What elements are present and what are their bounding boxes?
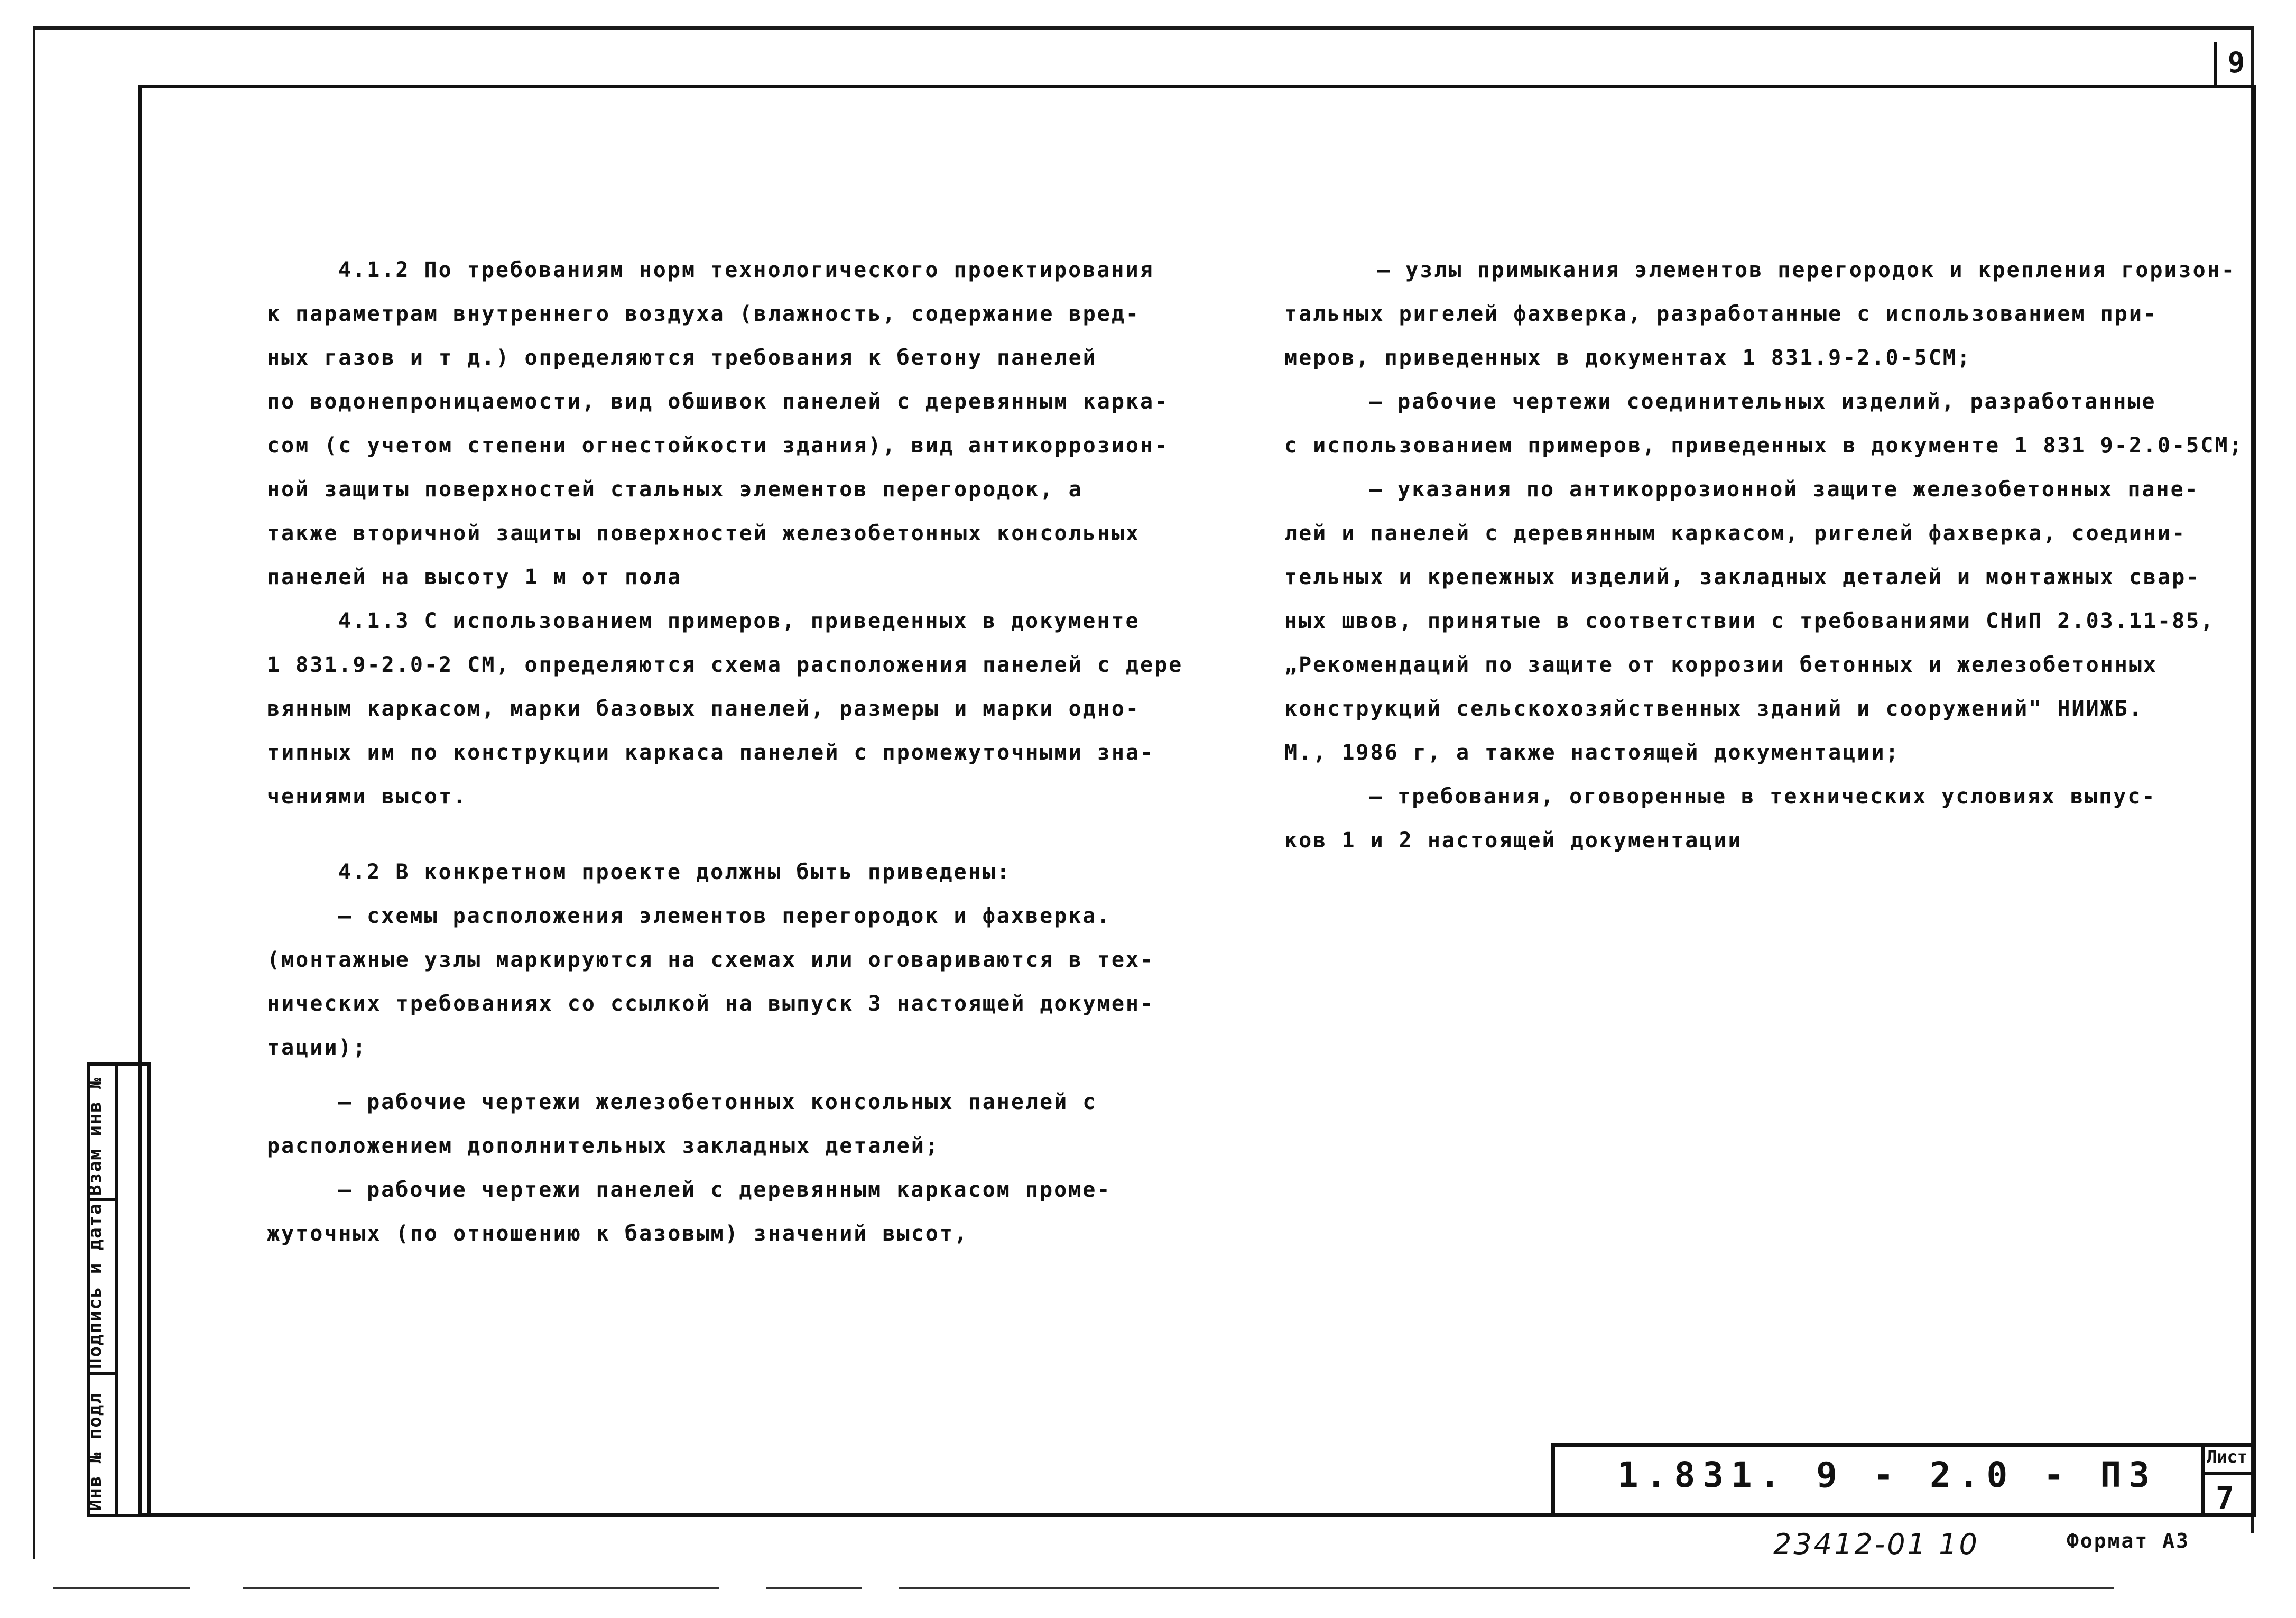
paragraph-line: лей и панелей с деревянным каркасом, ригелей фахверка, соедини- [1284, 521, 2187, 546]
paragraph-line: 4.1.2 По требованиям норм технологического проектирования [338, 258, 1154, 282]
paragraph-line: также вторичной защиты поверхностей железобетонных консольных [267, 521, 1141, 546]
side-stamp-inv-podl: Инв № подл [85, 1392, 106, 1511]
paragraph-line: — указания по антикоррозионной защите железобетонных пане- [1369, 477, 2199, 502]
format-label: Формат А3 [2067, 1529, 2190, 1552]
paragraph-line: тельных и крепежных изделий, закладных деталей и монтажных свар- [1284, 565, 2201, 589]
left-text-column [267, 248, 1183, 1256]
paragraph-line: меров, приведенных в документах 1 831.9-2.0-5СМ; [1284, 346, 1971, 370]
paragraph-line: вянным каркасом, марки базовых панелей, размеры и марки одно- [267, 697, 1141, 721]
scan-edge-line [53, 1587, 190, 1589]
paragraph-line: ных газов и т д.) определяются требования к бетону панелей [267, 346, 1097, 370]
paragraph-line: панелей на высоту 1 м от пола [267, 565, 682, 589]
paragraph-line: 4.2 В конкретном проекте должны быть приведены: [338, 860, 1011, 884]
paragraph-line: — рабочие чертежи железобетонных консольных панелей с [338, 1090, 1097, 1114]
paragraph-line: жуточных (по отношению к базовым) значений высот, [267, 1222, 969, 1246]
paragraph-line: типных им по конструкции каркаса панелей с промежуточными зна- [267, 741, 1155, 765]
outer-border-top [33, 26, 2253, 30]
paragraph-line: 4.1.3 С использованием примеров, приведенных в документе [338, 609, 1140, 633]
scan-edge-line [243, 1587, 719, 1589]
paragraph-line: чениями высот. [267, 784, 468, 809]
outer-border-left [33, 26, 35, 1559]
side-stamp-vzam-inv: Взам инв № [85, 1077, 106, 1196]
side-stamp-podpis-data: Подпись и дата [85, 1203, 106, 1369]
paragraph-line: тальных ригелей фахверка, разработанные с использованием при- [1284, 302, 2158, 326]
sheet-label: Лист [2207, 1447, 2248, 1467]
paragraph-line: — рабочие чертежи соединительных изделий, разработанные [1369, 390, 2156, 414]
paragraph-line: ной защиты поверхностей стальных элементов перегородок, а [267, 477, 1083, 502]
paragraph-line: с использованием примеров, приведенных в документе 1 831 9-2.0-5СМ; [1284, 433, 2244, 458]
scan-edge-line [899, 1587, 2114, 1589]
paragraph-gap [267, 819, 1183, 850]
paragraph-line: „Рекомендаций по защите от коррозии бетонных и железобетонных [1284, 653, 2158, 677]
paragraph-line: ных швов, принятые в соответствии с требованиями СНиП 2.03.11-85, [1284, 609, 2215, 633]
inventory-number: 23412-01 10 [1773, 1528, 1979, 1561]
sheet-box-divider [2201, 1472, 2254, 1475]
paragraph-line: — узлы примыкания элементов перегородок и крепления горизон- [1377, 258, 2236, 282]
paragraph-line: нических требованиях со ссылкой на выпуск 3 настоящей докумен- [267, 992, 1155, 1016]
document-code: 1.831. 9 - 2.0 - ПЗ [1617, 1455, 2157, 1495]
page-number: 9 [2227, 46, 2245, 79]
paragraph-line: к параметрам внутреннего воздуха (влажность, содержание вред- [267, 302, 1141, 326]
paragraph-line: — схемы расположения элементов перегородок и фахверка. [338, 904, 1112, 928]
paragraph-line: тации); [267, 1035, 367, 1060]
paragraph-line: ков 1 и 2 настоящей документации [1284, 828, 1743, 853]
paragraph-line: — рабочие чертежи панелей с деревянным каркасом проме- [338, 1178, 1112, 1202]
paragraph-line: сом (с учетом степени огнестойкости здания), вид антикоррозион- [267, 433, 1169, 458]
right-text-column [1284, 248, 2244, 863]
paragraph-line: — требования, оговоренные в технических условиях выпус- [1369, 784, 2156, 809]
sheet-number: 7 [2216, 1480, 2234, 1516]
paragraph-line: расположением дополнительных закладных деталей; [267, 1134, 940, 1158]
paragraph-line: конструкций сельскохозяйственных зданий и сооружений" НИИЖБ. [1284, 697, 2143, 721]
paragraph-line: (монтажные узлы маркируются на схемах или оговариваются в тех- [267, 948, 1155, 972]
paragraph-line: 1 831.9-2.0-2 СМ, определяются схема расположения панелей с дере [267, 653, 1183, 677]
scan-edge-line [766, 1587, 862, 1589]
paragraph-line: М., 1986 г, а также настоящей документации; [1284, 741, 1900, 765]
paragraph-line: по водонепроницаемости, вид обшивок панелей с деревянным карка- [267, 390, 1169, 414]
